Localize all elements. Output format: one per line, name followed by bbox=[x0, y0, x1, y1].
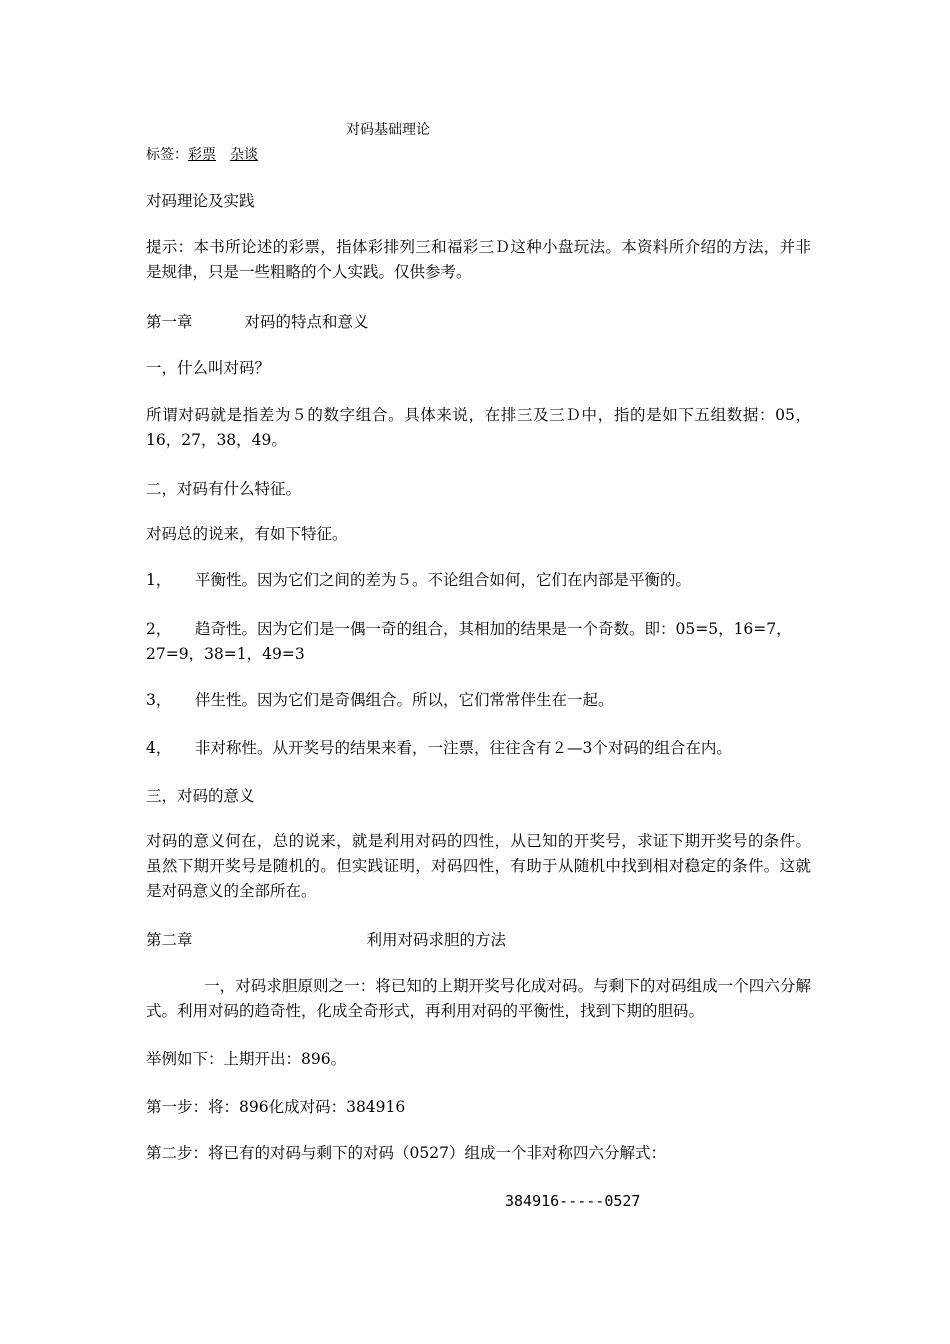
feature-number: 4， bbox=[146, 739, 172, 757]
formula: 384916-----0527 bbox=[505, 1192, 641, 1210]
feature-item bbox=[146, 690, 614, 710]
feature-item bbox=[146, 619, 792, 639]
principle1-text: 一，对码求胆原则之一：将已知的上期开奖号化成对码。与剩下的对码组成一个四六分解式。利用对码的趋奇性，化成全奇形式，再利用对码的平衡性，找到下期的胆码。 bbox=[146, 977, 811, 1020]
chapter2-title: 利用对码求胆的方法 bbox=[366, 931, 507, 949]
chapter1-heading bbox=[146, 312, 369, 332]
section1-body: 所谓对码就是指差为５的数字组合。具体来说，在排三及三Ｄ中，指的是如下五组数据：05，16，27，38，49。 bbox=[146, 406, 811, 449]
chapter2-label: 第二章 bbox=[146, 931, 193, 949]
chapter1-label: 第一章 bbox=[146, 313, 193, 331]
feature-number: 3， bbox=[146, 691, 172, 709]
tag-link-lottery[interactable]: 彩票 bbox=[188, 147, 216, 163]
feature-number: 2， bbox=[146, 620, 172, 638]
feature-text: 伴生性。因为它们是奇偶组合。所以，它们常常伴生在一起。 bbox=[195, 691, 614, 709]
section3-heading: 三，对码的意义 bbox=[146, 787, 255, 805]
feature-text: 非对称性。从开奖号的结果来看，一注票，往往含有２—3个对码的组合在内。 bbox=[195, 739, 732, 757]
tags-row bbox=[146, 146, 258, 164]
chapter1-title: 对码的特点和意义 bbox=[244, 313, 369, 331]
hint-paragraph: 提示：本书所论述的彩票，指体彩排列三和福彩三Ｄ这种小盘玩法。本资料所介绍的方法，并非是规律，只是一些粗略的个人实践。仅供参考。 bbox=[146, 238, 811, 281]
section2-intro: 对码总的说来，有如下特征。 bbox=[146, 525, 348, 543]
section3-body: 对码的意义何在，总的说来，就是利用对码的四性，从已知的开奖号，求证下期开奖号的条件。虽然下期开奖号是随机的。但实践证明，对码四性，有助于从随机中找到相对稳定的条件。这就是对码意义的全部所在。 bbox=[146, 832, 811, 900]
example-intro: 举例如下：上期开出：896。 bbox=[146, 1050, 347, 1068]
subtitle: 对码理论及实践 bbox=[146, 192, 255, 210]
feature-item bbox=[146, 570, 691, 590]
feature-item bbox=[146, 738, 732, 758]
principle1-paragraph bbox=[146, 974, 811, 1024]
chapter2-heading bbox=[146, 930, 506, 950]
tag-link-misc[interactable]: 杂谈 bbox=[230, 147, 258, 163]
feature-text-continued: 27=9，38=1，49=3 bbox=[146, 645, 305, 663]
step2: 第二步：将已有的对码与剩下的对码（0527）组成一个非对称四六分解式： bbox=[146, 1144, 666, 1162]
feature-text: 平衡性。因为它们之间的差为５。不论组合如何，它们在内部是平衡的。 bbox=[195, 571, 692, 589]
document-title: 对码基础理论 bbox=[346, 122, 430, 138]
feature-text: 趋奇性。因为它们是一偶一奇的组合，其相加的结果是一个奇数。即：05=5，16=7， bbox=[195, 620, 792, 638]
feature-number: 1， bbox=[146, 571, 172, 589]
step1: 第一步：将：896化成对码：384916 bbox=[146, 1098, 406, 1116]
section2-heading: 二，对码有什么特征。 bbox=[146, 480, 302, 498]
tags-label: 标签： bbox=[146, 147, 188, 163]
section1-heading: 一，什么叫对码？ bbox=[146, 359, 271, 377]
